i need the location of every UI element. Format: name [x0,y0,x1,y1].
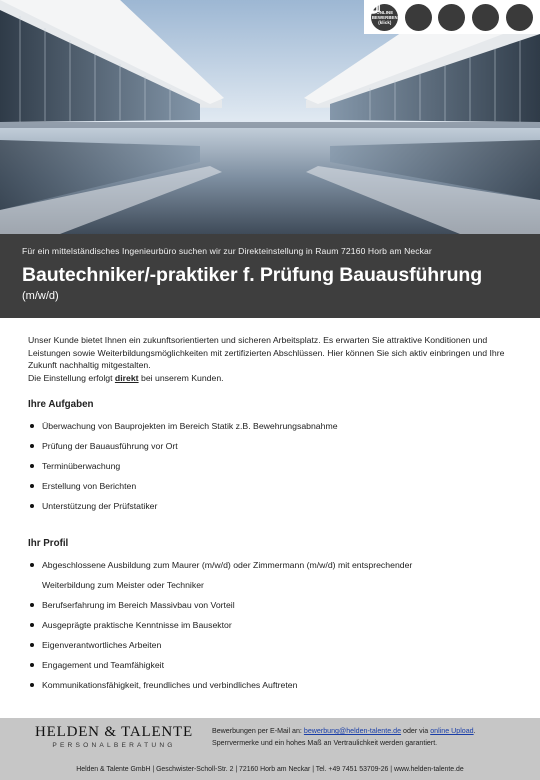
profile-heading: Ihr Profil [28,537,69,549]
profile-list [28,555,520,695]
list-item: Terminüberwachung [28,456,520,476]
logo-name: HELDEN & TALENTE [35,724,193,740]
job-intro-line: Für ein mittelständisches Ingenieurbüro suchen wir zur Direkteinstellung in Raum 72160 Horb am Neckar [22,246,432,256]
company-logo [34,724,194,749]
employment-text-pre: Die Einstellung erfolgt [28,372,115,383]
list-item [28,555,520,595]
intro-employment-line [28,372,520,385]
list-item: Ausgeprägte praktische Kenntnisse im Bausektor [28,615,520,635]
facebook-icon[interactable] [438,4,465,31]
list-item: Eigenverantwortliches Arbeiten [28,635,520,655]
employment-direct: direkt [114,372,139,383]
job-title: Bautechniker/-praktiker f. Prüfung Bauausführung [22,264,483,286]
title-band [0,234,540,318]
instagram-icon[interactable] [472,4,499,31]
job-gender-note: (m/w/d) [22,290,59,302]
architecture-reflection-illustration [0,0,540,234]
apply-text-end: . [473,727,476,735]
online-apply-label-1: ONLINE [376,9,394,15]
mail-icon[interactable] [405,4,432,31]
list-item: Kommunikationsfähigkeit, freundliches und verbindliches Auftreten [28,675,520,695]
list-item: Unterstützung der Prüfstatiker [28,496,520,516]
hero-image [0,0,540,234]
employment-text-post: bei unserem Kunden. [138,372,224,383]
list-item: Berufserfahrung im Bereich Massivbau von Vorteil [28,595,520,615]
logo-tagline: PERSONALBERATUNG [52,742,176,749]
xing-icon[interactable] [506,4,533,31]
application-info [212,726,534,749]
apply-text-mid: oder via [401,727,431,735]
intro-paragraph: Unser Kunde bietet Ihnen ein zukunftsorientierten und sicheren Arbeitsplatz. Es erwarten Sie attraktive Konditionen und Leistungen sowie Weiterbildungsmöglichkeiten mit zertifizierten Abschlüssen. Hier können Sie sich aktiv einbringen und Ihre Zukunft nachhaltig mitgestalten. [28,335,505,371]
social-bar [364,0,540,34]
confidentiality-note: Sperrvermerke und ein hohes Maß an Vertraulichkeit werden garantiert. [212,738,438,747]
list-item: Prüfung der Bauausführung vor Ort [28,436,520,456]
profile-item-line-1: Abgeschlossene Ausbildung zum Maurer (m/w/d) oder Zimmermann (m/w/d) mit entsprechender [42,559,413,570]
online-apply-label-2: BEWERBEN [371,14,398,20]
tasks-heading: Ihre Aufgaben [28,399,94,411]
online-upload-link[interactable]: online Upload [430,727,474,735]
list-item: Erstellung von Berichten [28,476,520,496]
tasks-list [28,416,520,516]
footer [0,718,540,780]
company-address: Helden & Talente GmbH | Geschwister-Scholl-Str. 2 | 72160 Horb am Neckar | Tel. +49 7451 53709-26 | www.helden-talente.de [76,766,464,773]
list-item: Überwachung von Bauprojekten im Bereich Statik z.B. Bewehrungsabnahme [28,416,520,436]
apply-text-pre: Bewerbungen per E-Mail an: [212,727,304,735]
list-item: Engagement und Teamfähigkeit [28,655,520,675]
apply-email-link[interactable]: bewerbung@helden-talente.de [303,727,402,735]
job-description [28,334,520,695]
profile-item-line-2: Weiterbildung zum Meister oder Techniker [42,579,204,590]
online-apply-label-3: (klick) [378,19,392,25]
